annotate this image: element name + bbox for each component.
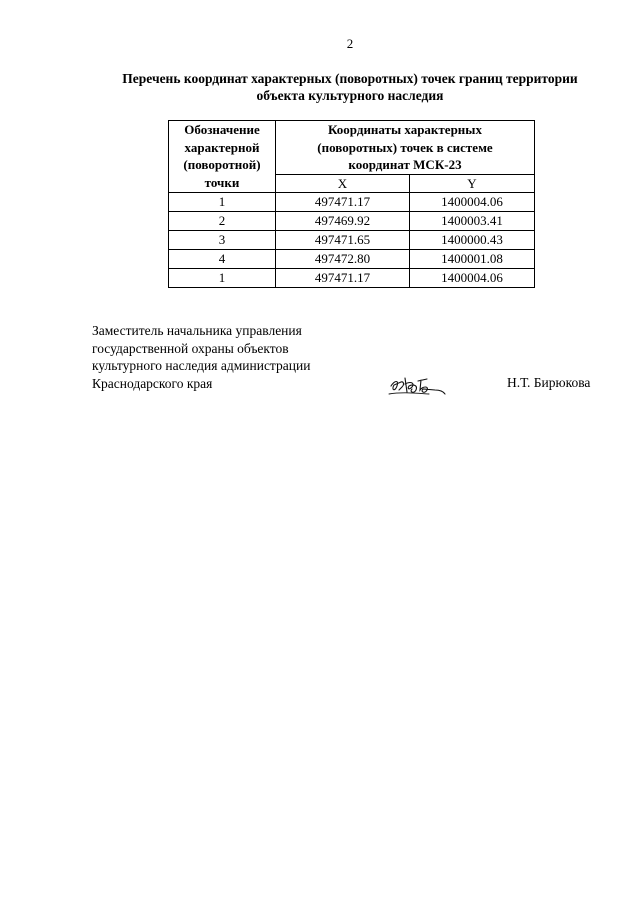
signer-position (92, 322, 310, 392)
document-title (60, 70, 639, 104)
table-row (169, 211, 535, 230)
cell-point: 1 (169, 192, 276, 211)
position-line: Заместитель начальника управления (92, 323, 302, 338)
cell-y: 1400004.06 (410, 192, 535, 211)
handwritten-signature (387, 372, 449, 398)
cell-x: 497472.80 (276, 249, 410, 268)
cell-x: 497471.65 (276, 230, 410, 249)
header-x: X (276, 174, 410, 192)
cell-y: 1400004.06 (410, 268, 535, 287)
header-y: Y (410, 174, 535, 192)
header-point-designation: Обозначение характерной (поворотной) точки (169, 121, 276, 193)
table-row (169, 268, 535, 287)
cell-x: 497471.17 (276, 192, 410, 211)
coordinates-table (168, 120, 535, 288)
cell-x: 497469.92 (276, 211, 410, 230)
cell-x: 497471.17 (276, 268, 410, 287)
cell-point: 2 (169, 211, 276, 230)
header-coordinates: Координаты характерных (поворотных) точек в системе координат МСК-23 (276, 121, 535, 175)
cell-point: 4 (169, 249, 276, 268)
signer-name: Н.Т. Бирюкова (507, 375, 591, 390)
title-line-2: объекта культурного наследия (256, 88, 444, 103)
position-line: государственной охраны объектов (92, 340, 289, 356)
page-number: 2 (346, 36, 354, 51)
cell-y: 1400003.41 (410, 211, 535, 230)
table-row (169, 192, 535, 211)
cell-point: 1 (169, 268, 276, 287)
cell-point: 3 (169, 230, 276, 249)
cell-y: 1400000.43 (410, 230, 535, 249)
position-line: культурного наследия администрации (92, 358, 311, 373)
table-row (169, 249, 535, 268)
table-header-row (169, 121, 535, 175)
table-row (169, 230, 535, 249)
position-line: Краснодарского края (92, 375, 213, 391)
cell-y: 1400001.08 (410, 249, 535, 268)
title-line-1: Перечень координат характерных (поворотных) точек границ территории (122, 71, 578, 86)
